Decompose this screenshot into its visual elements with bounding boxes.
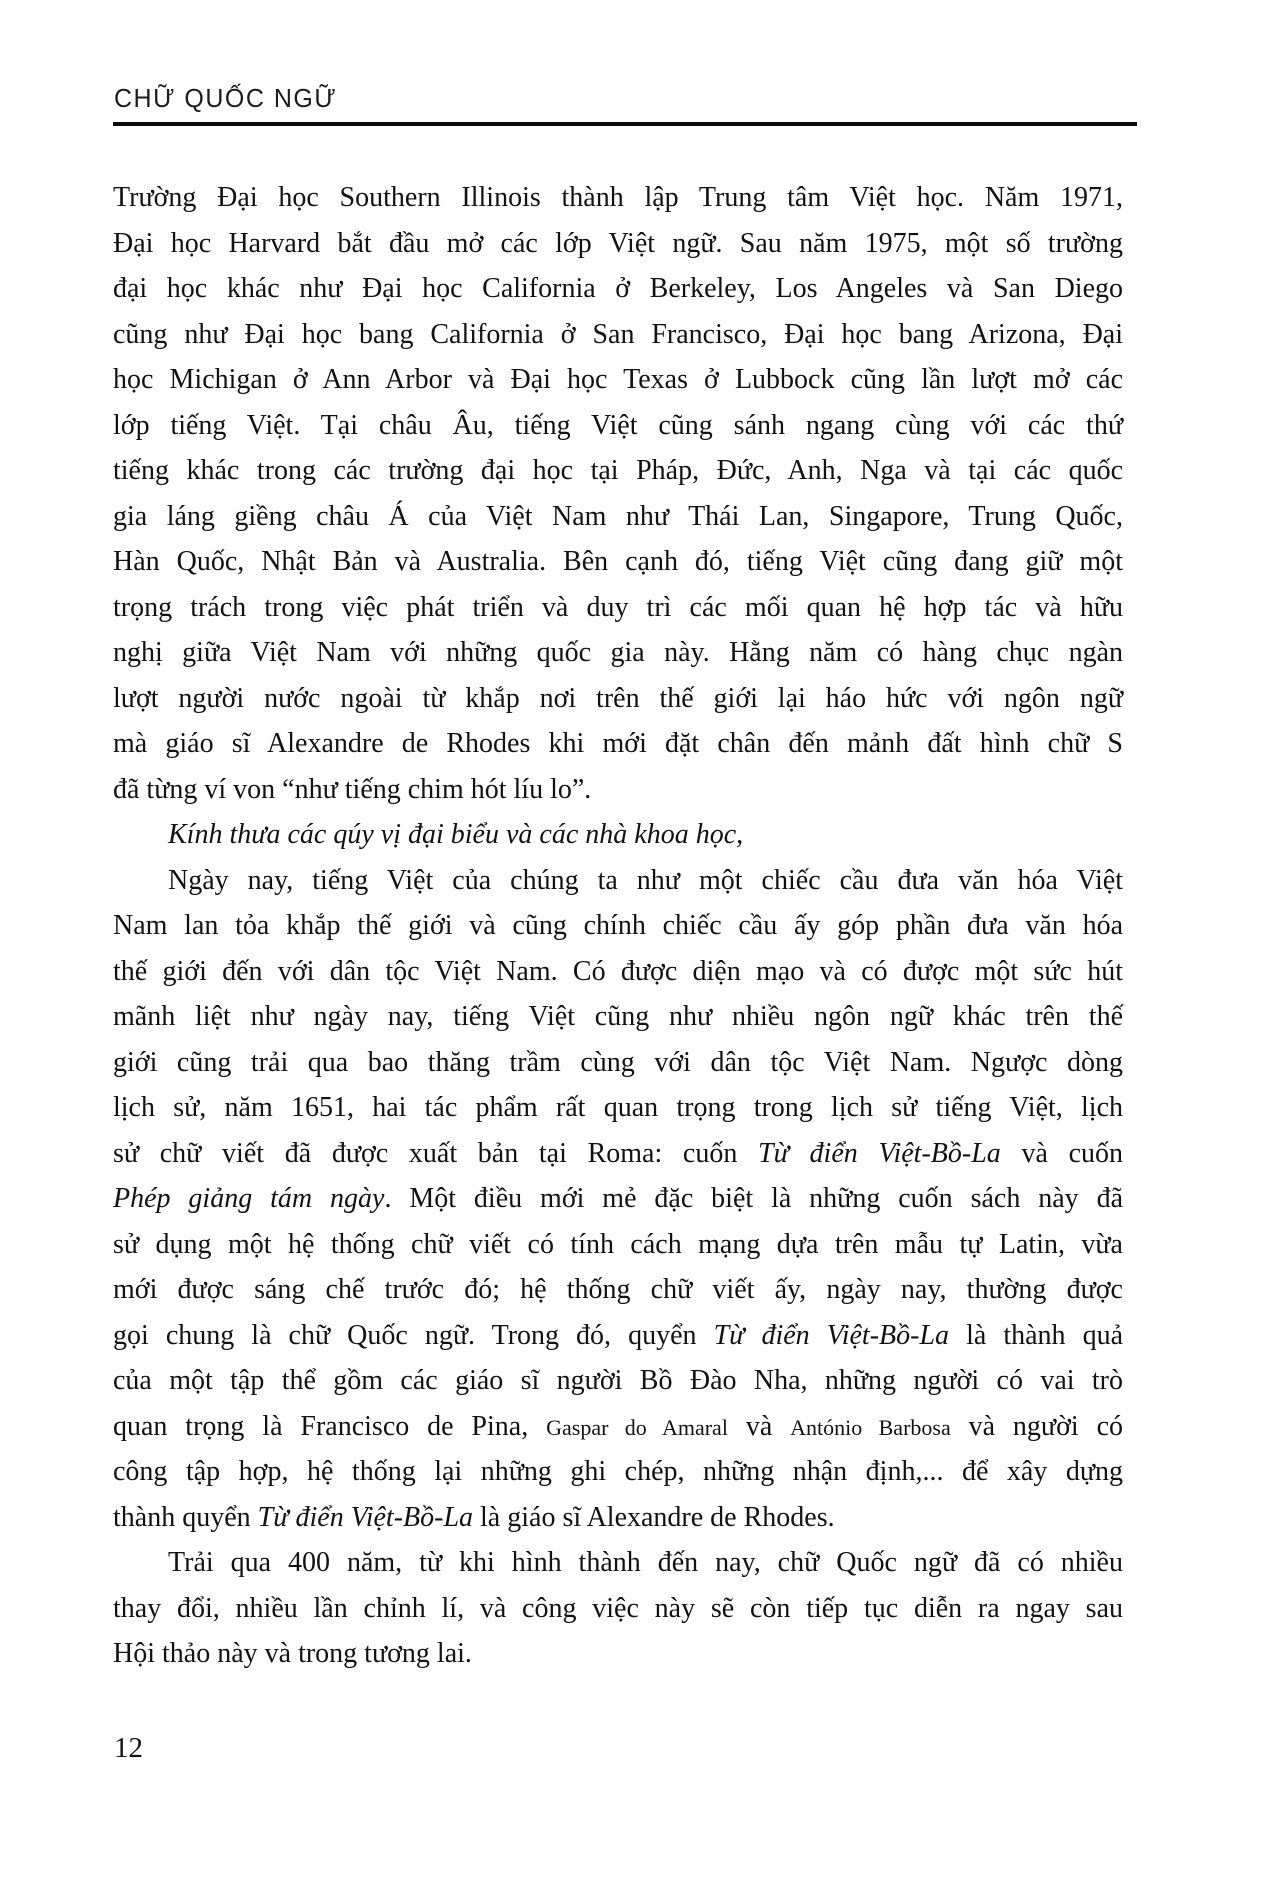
text-line bbox=[113, 1313, 1123, 1359]
text-segment: nghị giữa Việt Nam với những quốc gia này. Hằng năm có hàng chục ngàn bbox=[113, 637, 1123, 668]
text-segment: lớp tiếng Việt. Tại châu Âu, tiếng Việt cũng sánh ngang cùng với các thứ bbox=[113, 409, 1123, 441]
text-line bbox=[113, 1222, 1123, 1268]
text-line bbox=[113, 1176, 1123, 1222]
text-segment: Trải qua 400 năm, từ khi hình thành đến nay, chữ Quốc ngữ đã có nhiều bbox=[168, 1547, 1123, 1578]
text-line bbox=[113, 1586, 1123, 1632]
text-segment: António Barbosa bbox=[790, 1414, 951, 1440]
text-segment: Ngày nay, tiếng Việt của chúng ta như một chiếc cầu đưa văn hóa Việt bbox=[168, 864, 1123, 896]
text-segment: sử chữ viết đã được xuất bản tại Roma: cuốn bbox=[113, 1137, 759, 1169]
text-line bbox=[113, 266, 1123, 312]
page-number: 12 bbox=[114, 1732, 143, 1764]
text-segment: thành quyển bbox=[113, 1501, 258, 1533]
text-segment: Phép giảng tám ngày bbox=[113, 1183, 385, 1214]
text-segment: công tập hợp, hệ thống lại những ghi chép, những nhận định,... để xây dựng bbox=[113, 1456, 1123, 1487]
text-segment: của một tập thể gồm các giáo sĩ người Bồ Đào Nha, những người có vai trò bbox=[113, 1365, 1123, 1396]
text-line bbox=[113, 1040, 1123, 1086]
text-line bbox=[113, 1358, 1123, 1404]
text-segment: gọi chung là chữ Quốc ngữ. Trong đó, quyển bbox=[113, 1319, 714, 1351]
running-header: CHỮ QUỐC NGỮ bbox=[114, 84, 338, 114]
text-line bbox=[113, 721, 1123, 767]
text-segment: thế giới đến với dân tộc Việt Nam. Có được diện mạo và có được một sức hút bbox=[113, 955, 1123, 987]
text-line bbox=[113, 994, 1123, 1040]
text-line bbox=[113, 949, 1123, 995]
text-segment: Đại học Harvard bắt đầu mở các lớp Việt ngữ. Sau năm 1975, một số trường bbox=[113, 227, 1123, 259]
paragraph bbox=[113, 175, 1123, 812]
text-segment: mới được sáng chế trước đó; hệ thống chữ viết ấy, ngày nay, thường được bbox=[113, 1274, 1123, 1305]
text-line bbox=[113, 312, 1123, 358]
text-segment: tiếng khác trong các trường đại học tại Pháp, Đức, Anh, Nga và tại các quốc bbox=[113, 455, 1123, 486]
text-line bbox=[113, 357, 1123, 403]
text-line bbox=[113, 1631, 1123, 1677]
text-line bbox=[113, 1449, 1123, 1495]
text-segment: Nam lan tỏa khắp thế giới và cũng chính chiếc cầu ấy góp phần đưa văn hóa bbox=[113, 910, 1123, 941]
text-line bbox=[113, 630, 1123, 676]
text-segment: mãnh liệt như ngày nay, tiếng Việt cũng như nhiều ngôn ngữ khác trên thế bbox=[113, 1001, 1123, 1032]
text-line bbox=[113, 494, 1123, 540]
text-line bbox=[113, 448, 1123, 494]
text-segment: trọng trách trong việc phát triển và duy trì các mối quan hệ hợp tác và hữu bbox=[113, 591, 1123, 623]
text-segment: Từ điển Việt-Bồ-La bbox=[713, 1319, 950, 1351]
text-segment: lượt người nước ngoài từ khắp nơi trên thế giới lại háo hức với ngôn ngữ bbox=[113, 682, 1123, 714]
text-line bbox=[113, 221, 1123, 267]
text-line bbox=[113, 858, 1123, 904]
text-line bbox=[113, 812, 1123, 858]
text-segment: đại học khác như Đại học California ở Berkeley, Los Angeles và San Diego bbox=[113, 273, 1123, 304]
text-segment: Gaspar do Amaral bbox=[546, 1414, 728, 1440]
text-line bbox=[113, 1085, 1123, 1131]
text-segment: là thành quả bbox=[949, 1319, 1123, 1351]
text-segment: gia láng giềng châu Á của Việt Nam như Thái Lan, Singapore, Trung Quốc, bbox=[113, 500, 1123, 532]
text-line bbox=[113, 1495, 1123, 1541]
text-line bbox=[113, 903, 1123, 949]
text-line bbox=[113, 539, 1123, 585]
text-line bbox=[113, 175, 1123, 221]
text-line bbox=[113, 676, 1123, 722]
text-segment: Kính thưa các qúy vị đại biểu và các nhà khoa học, bbox=[168, 819, 744, 850]
text-segment: đã từng ví von “như tiếng chim hót líu lo”. bbox=[113, 773, 592, 805]
text-segment: là giáo sĩ Alexandre de Rhodes. bbox=[473, 1501, 835, 1533]
text-segment: thay đổi, nhiều lần chỉnh lí, và công việc này sẽ còn tiếp tục diễn ra ngay sau bbox=[113, 1592, 1123, 1624]
text-line bbox=[113, 767, 1123, 813]
text-segment: và bbox=[727, 1410, 791, 1442]
text-segment: mà giáo sĩ Alexandre de Rhodes khi mới đặt chân đến mảnh đất hình chữ S bbox=[113, 728, 1123, 759]
text-segment: cũng như Đại học bang California ở San Francisco, Đại học bang Arizona, Đại bbox=[113, 318, 1123, 350]
page-body bbox=[113, 175, 1123, 1677]
text-segment: sử dụng một hệ thống chữ viết có tính cách mạng dựa trên mẫu tự Latin, vừa bbox=[113, 1228, 1123, 1260]
paragraph bbox=[113, 1540, 1123, 1677]
text-segment: Trường Đại học Southern Illinois thành lập Trung tâm Việt học. Năm 1971, bbox=[113, 182, 1123, 213]
text-segment: Hội thảo này và trong tương lai. bbox=[113, 1638, 472, 1669]
text-line bbox=[113, 403, 1123, 449]
text-segment: và người có bbox=[950, 1410, 1123, 1442]
paragraph bbox=[113, 858, 1123, 1541]
text-segment: học Michigan ở Ann Arbor và Đại học Texas ở Lubbock cũng lần lượt mở các bbox=[113, 364, 1123, 395]
text-segment: . Một điều mới mẻ đặc biệt là những cuốn sách này đã bbox=[384, 1183, 1123, 1214]
header-divider-rule bbox=[113, 122, 1137, 126]
text-line bbox=[113, 1267, 1123, 1313]
text-segment: Từ điển Việt-Bồ-La bbox=[758, 1137, 1001, 1169]
paragraph bbox=[113, 812, 1123, 858]
text-segment: giới cũng trải qua bao thăng trầm cùng với dân tộc Việt Nam. Ngược dòng bbox=[113, 1046, 1123, 1078]
text-segment: lịch sử, năm 1651, hai tác phẩm rất quan trọng trong lịch sử tiếng Việt, lịch bbox=[113, 1092, 1123, 1123]
text-line bbox=[113, 585, 1123, 631]
text-segment: Từ điển Việt-Bồ-La bbox=[257, 1501, 474, 1533]
text-line bbox=[113, 1131, 1123, 1177]
text-line bbox=[113, 1540, 1123, 1586]
text-segment: quan trọng là Francisco de Pina, bbox=[113, 1410, 547, 1442]
text-segment: Hàn Quốc, Nhật Bản và Australia. Bên cạnh đó, tiếng Việt cũng đang giữ một bbox=[113, 546, 1123, 577]
text-segment: và cuốn bbox=[1000, 1137, 1123, 1169]
text-line bbox=[113, 1404, 1123, 1450]
